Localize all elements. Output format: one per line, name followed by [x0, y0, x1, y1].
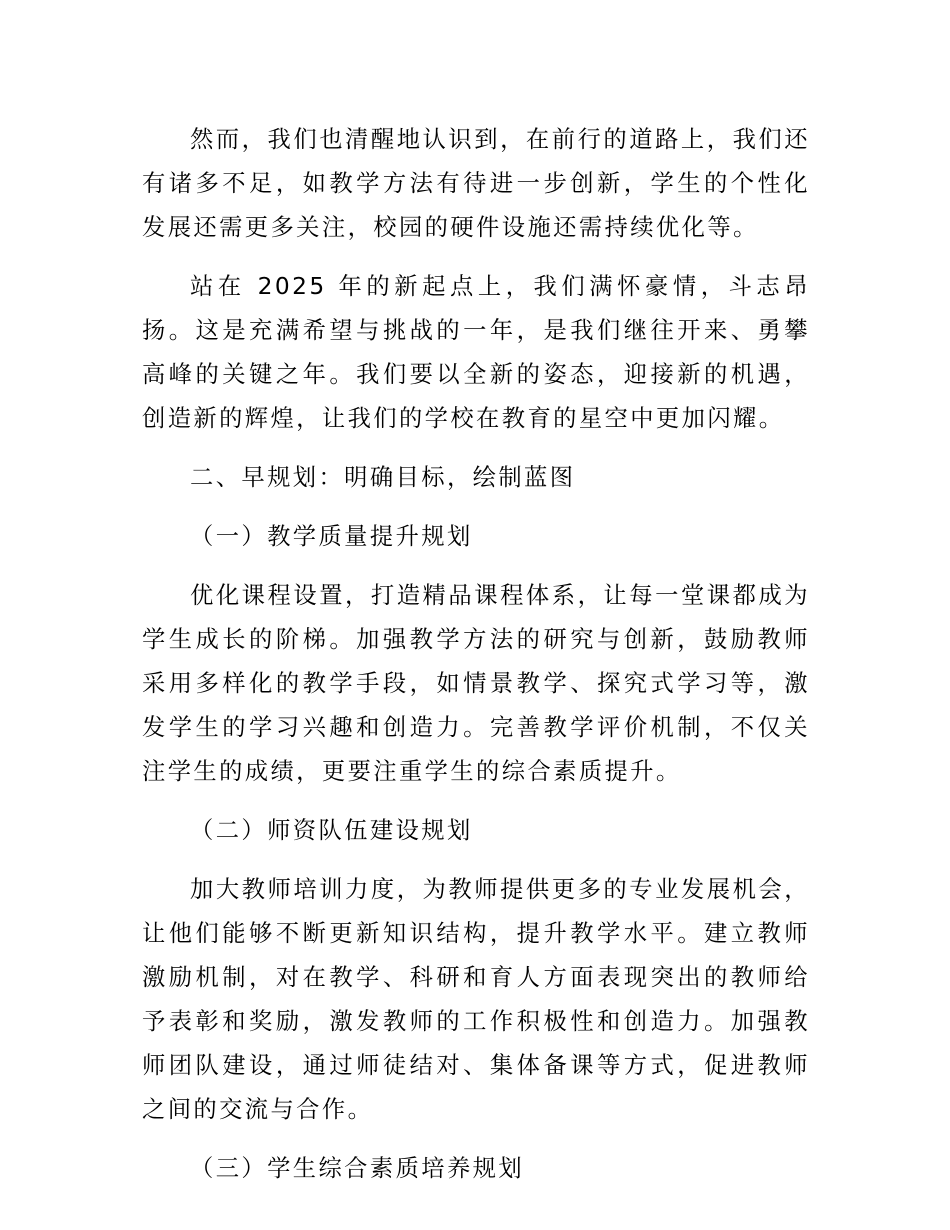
paragraph-new-starting-point: 站在 2025 年的新起点上，我们满怀豪情，斗志昂扬。这是充满希望与挑战的一年，是我们继往开来、勇攀高峰的关键之年。我们要以全新的姿态，迎接新的机遇，创造新的辉煌，让我们的学校在教育的星空中更加闪耀。: [142, 273, 810, 432]
subheading-teacher-team: （二）师资队伍建设规划: [190, 817, 473, 844]
paragraph-teaching-quality: 优化课程设置，打造精品课程体系，让每一堂课都成为学生成长的阶梯。加强教学方法的研究与创新，鼓励教师采用多样化的教学手段，如情景教学、探究式学习等，激发学生的学习兴趣和创造力。完善教学评价机制，不仅关注学生的成绩，更要注重学生的综合素质提升。: [142, 582, 810, 785]
paragraph-teacher-team: 加大教师培训力度，为教师提供更多的专业发展机会，让他们能够不断更新知识结构，提升教学水平。建立教师激励机制，对在教学、科研和育人方面表现突出的教师给予表彰和奖励，激发教师的工作积极性和创造力。加强教师团队建设，通过师徒结对、集体备课等方式，促进教师之间的交流与合作。: [142, 876, 810, 1123]
section-heading-planning: 二、早规划：明确目标，绘制蓝图: [190, 464, 576, 491]
paragraph-shortcomings: 然而，我们也清醒地认识到，在前行的道路上，我们还有诸多不足，如教学方法有待进一步创新，学生的个性化发展还需更多关注，校园的硬件设施还需持续优化等。: [142, 126, 810, 241]
subheading-student-quality: （三）学生综合素质培养规划: [190, 1155, 525, 1182]
subheading-teaching-quality: （一）教学质量提升规划: [190, 523, 473, 550]
